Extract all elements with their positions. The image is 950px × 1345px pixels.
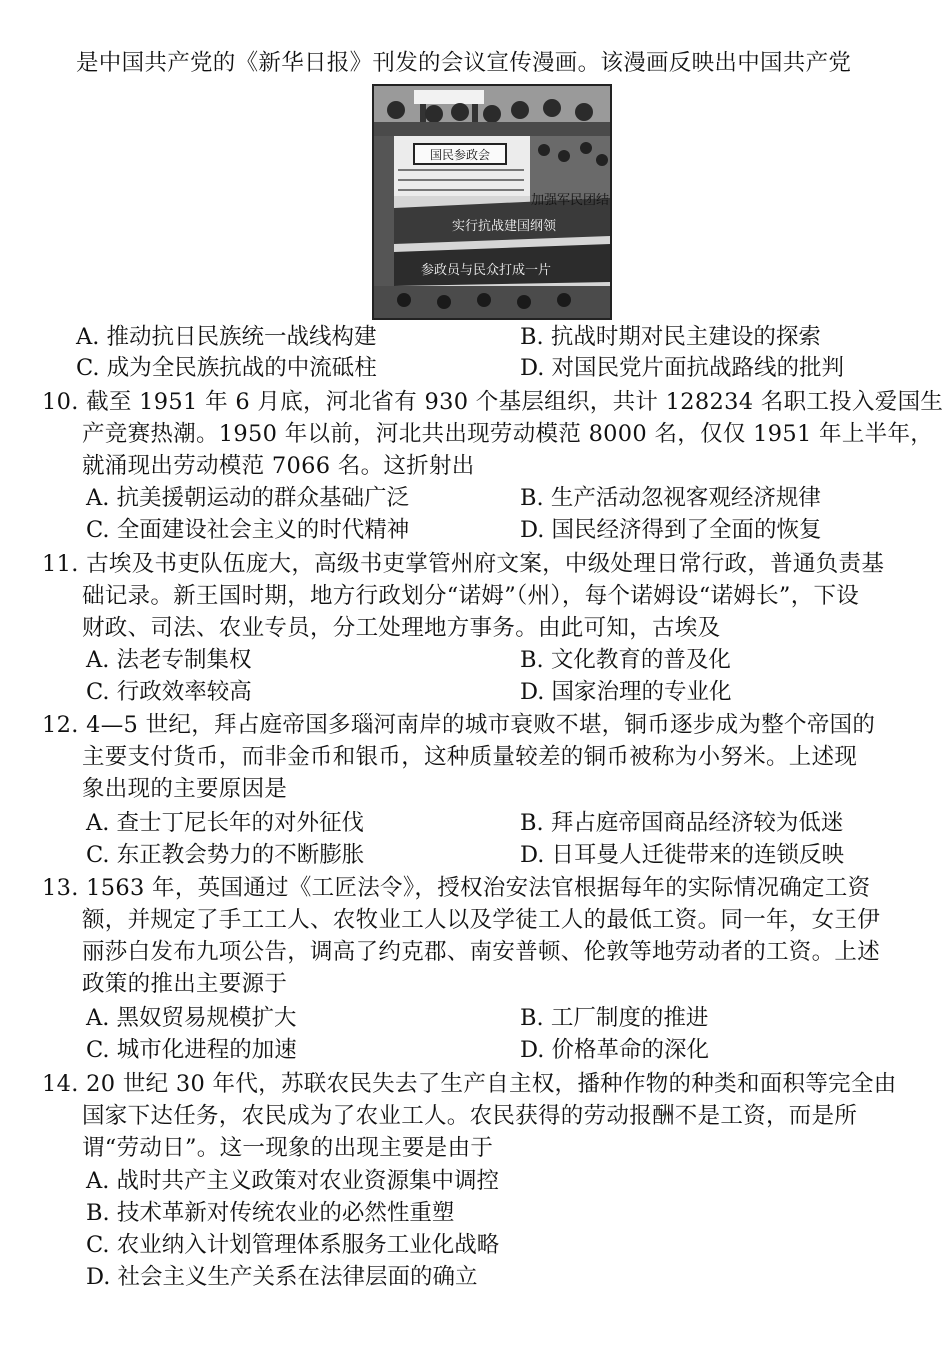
q12-option-a: A. 查士丁尼长年的对外征伐 <box>86 810 365 836</box>
q11-option-a: A. 法老专制集权 <box>86 647 252 673</box>
q10-option-b: B. 生产活动忽视客观经济规律 <box>520 485 821 511</box>
q10-stem-line: 就涌现出劳动模范 7066 名。这折射出 <box>82 453 475 479</box>
q14-option-d: D. 社会主义生产关系在法律层面的确立 <box>86 1264 478 1290</box>
q11-stem-line: 11. 古埃及书吏队伍庞大，高级书吏掌管州府文案，中级处理日常行政，普通负责基 <box>42 551 885 577</box>
cartoon-caption-2: 实行抗战建国纲领 <box>451 219 557 234</box>
cartoon-sign-text: 国民参政会 <box>429 148 491 162</box>
q11-option-d: D. 国家治理的专业化 <box>520 679 732 705</box>
q13-option-a: A. 黑奴贸易规模扩大 <box>86 1005 297 1031</box>
q14-stem-line: 14. 20 世纪 30 年代，苏联农民失去了生产自主权，播种作物的种类和面积等完全由 <box>42 1071 897 1097</box>
q14-stem-line: 国家下达任务，农民成为了农业工人。农民获得的劳动报酬不是工资，而是所 <box>82 1103 858 1129</box>
propaganda-cartoon <box>372 84 612 320</box>
q11-stem-line: 础记录。新王国时期，地方行政划分“诺姆”（州），每个诺姆设“诺姆长”，下设 <box>82 583 860 609</box>
cartoon-caption-3: 参政员与民众打成一片 <box>420 263 552 278</box>
q13-option-d: D. 价格革命的深化 <box>520 1037 710 1063</box>
q12-option-c: C. 东正教会势力的不断膨胀 <box>86 842 365 868</box>
cartoon-drawing <box>374 86 610 318</box>
q10-stem-line: 产竞赛热潮。1950 年以前，河北共出现劳动模范 8000 名，仅仅 1951 年上半年， <box>82 421 934 447</box>
q12-option-d: D. 日耳曼人迁徙带来的连锁反映 <box>520 842 845 868</box>
q13-stem-line: 政策的推出主要源于 <box>82 971 288 997</box>
q14-stem-line: 谓“劳动日”。这一现象的出现主要是由于 <box>82 1135 494 1161</box>
q13-option-c: C. 城市化进程的加速 <box>86 1037 297 1063</box>
q14-option-b: B. 技术革新对传统农业的必然性重塑 <box>86 1200 455 1226</box>
q12-stem-line: 12. 4—5 世纪，拜占庭帝国多瑙河南岸的城市衰败不堪，铜币逐步成为整个帝国的 <box>42 712 876 738</box>
q11-option-b: B. 文化教育的普及化 <box>520 647 731 673</box>
q10-stem-line: 10. 截至 1951 年 6 月底，河北省有 930 个基层组织，共计 128234 名职工投入爱国生 <box>42 389 944 415</box>
q13-stem-line: 丽莎白发布九项公告，调高了约克郡、南安普顿、伦敦等地劳动者的工资。上述 <box>82 939 881 965</box>
q12-option-b: B. 拜占庭帝国商品经济较为低迷 <box>520 810 844 836</box>
q14-option-c: C. 农业纳入计划管理体系服务工业化战略 <box>86 1232 500 1258</box>
q13-stem-line: 13. 1563 年，英国通过《工匠法令》，授权治安法官根据每年的实际情况确定工资 <box>42 875 871 901</box>
q9-option-c: C. 成为全民族抗战的中流砥柱 <box>76 355 377 381</box>
q12-stem-line: 主要支付货币，而非金币和银币，这种质量较差的铜币被称为小努米。上述现 <box>82 744 858 770</box>
cartoon-caption-1: 加强军民团结 <box>530 193 610 208</box>
q11-option-c: C. 行政效率较高 <box>86 679 252 705</box>
q13-stem-line: 额，并规定了手工工人、农牧业工人以及学徒工人的最低工资。同一年，女王伊 <box>82 907 881 933</box>
q14-option-a: A. 战时共产主义政策对农业资源集中调控 <box>86 1168 500 1194</box>
q10-option-d: D. 国民经济得到了全面的恢复 <box>520 517 822 543</box>
q9-option-a: A. 推动抗日民族统一战线构建 <box>76 324 377 350</box>
q9-stem-end: 是中国共产党的《新华日报》刊发的会议宣传漫画。该漫画反映出中国共产党 <box>76 50 852 76</box>
q11-stem-line: 财政、司法、农业专员，分工处理地方事务。由此可知，古埃及 <box>82 615 721 641</box>
q9-option-b: B. 抗战时期对民主建设的探索 <box>520 324 821 350</box>
q9-option-d: D. 对国民党片面抗战路线的批判 <box>520 355 845 381</box>
q12-stem-line: 象出现的主要原因是 <box>82 776 288 802</box>
q10-option-a: A. 抗美援朝运动的群众基础广泛 <box>86 485 410 511</box>
q10-option-c: C. 全面建设社会主义的时代精神 <box>86 517 410 543</box>
q13-option-b: B. 工厂制度的推进 <box>520 1005 709 1031</box>
